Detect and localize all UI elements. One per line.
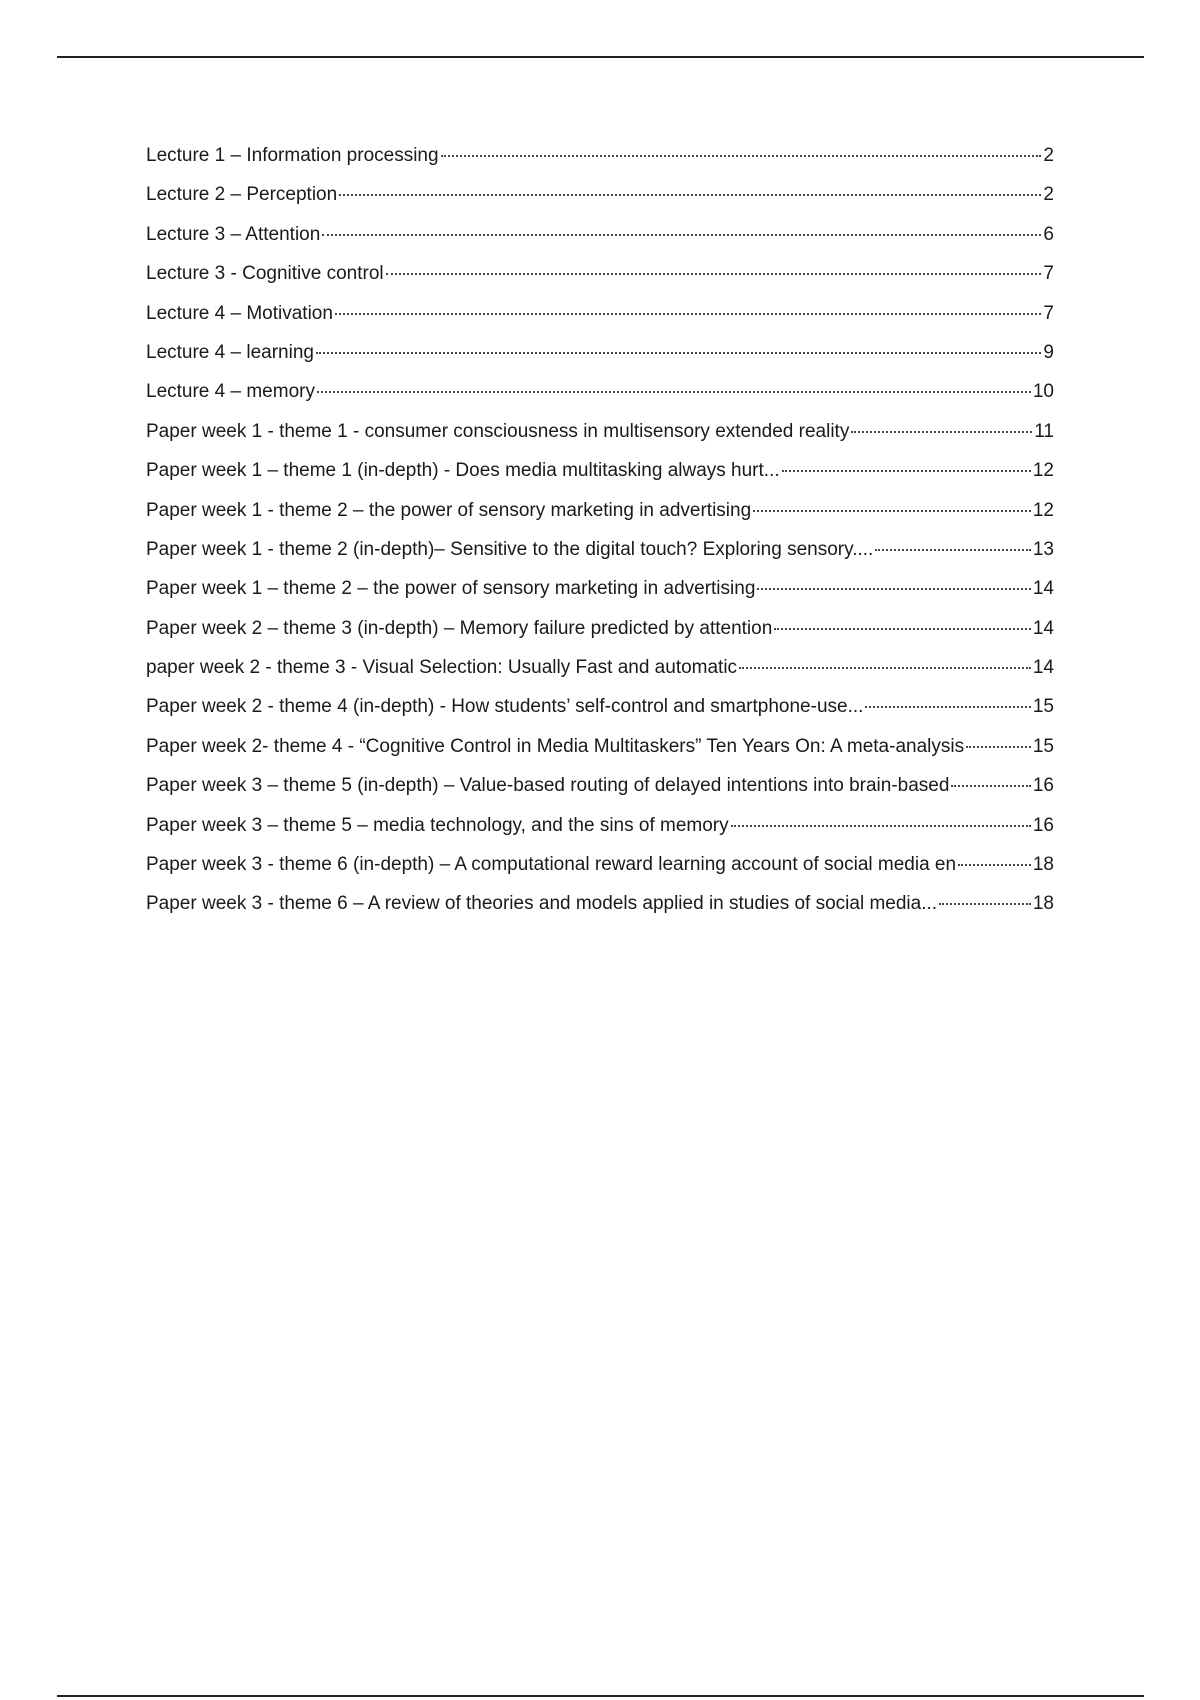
toc-entry-title: Lecture 4 – memory (146, 381, 315, 403)
toc-entry-title: Paper week 3 – theme 5 – media technology, and the sins of memory (146, 814, 729, 836)
toc-dot-leader (335, 313, 1041, 315)
toc-entry[interactable] (146, 500, 1054, 539)
toc-dot-leader (316, 352, 1041, 354)
header-rule (57, 56, 1144, 58)
toc-entry-page: 10 (1032, 381, 1054, 403)
toc-entry[interactable] (146, 145, 1054, 184)
toc-entry[interactable] (146, 303, 1054, 342)
toc-dot-leader (951, 785, 1030, 787)
toc-entry-page: 15 (1032, 696, 1054, 718)
toc-entry-title: Paper week 2 – theme 3 (in-depth) – Memory failure predicted by attention (146, 617, 773, 639)
toc-dot-leader (958, 864, 1031, 866)
toc-dot-leader (339, 194, 1041, 196)
toc-entry-page: 7 (1043, 302, 1054, 324)
table-of-contents (146, 145, 1054, 933)
toc-entry-page: 2 (1043, 145, 1054, 166)
toc-entry-page: 16 (1032, 814, 1054, 836)
toc-entry-title: Lecture 4 – Motivation (146, 302, 333, 324)
toc-entry[interactable] (146, 578, 1054, 617)
toc-entry-page: 14 (1032, 578, 1054, 600)
toc-entry-page: 13 (1032, 538, 1054, 560)
toc-dot-leader (322, 234, 1041, 236)
toc-entry[interactable] (146, 224, 1054, 263)
toc-entry-page: 12 (1032, 460, 1054, 482)
toc-dot-leader (731, 825, 1031, 827)
toc-entry[interactable] (146, 618, 1054, 657)
toc-entry[interactable] (146, 815, 1054, 854)
toc-entry-title: paper week 2 - theme 3 - Visual Selection: Usually Fast and automatic (146, 657, 738, 679)
toc-entry[interactable] (146, 854, 1054, 893)
toc-entry-page: 14 (1032, 617, 1054, 639)
toc-entry-page: 18 (1032, 854, 1054, 876)
toc-entry-page: 7 (1043, 263, 1054, 285)
toc-entry[interactable] (146, 184, 1054, 223)
toc-dot-leader (851, 431, 1032, 433)
toc-entry-page: 2 (1043, 184, 1054, 206)
toc-dot-leader (386, 273, 1042, 275)
toc-entry[interactable] (146, 421, 1054, 460)
toc-entry[interactable] (146, 657, 1054, 696)
toc-entry[interactable] (146, 539, 1054, 578)
toc-dot-leader (317, 391, 1031, 393)
toc-dot-leader (753, 510, 1031, 512)
toc-entry-title: Paper week 1 – theme 1 (in-depth) - Does media multitasking always hurt... (146, 460, 780, 482)
toc-dot-leader (774, 628, 1031, 630)
toc-entry-title: Lecture 3 – Attention (146, 223, 321, 245)
toc-entry-title: Lecture 3 - Cognitive control (146, 263, 384, 285)
toc-entry-title: Paper week 1 – theme 2 – the power of sensory marketing in advertising (146, 578, 756, 600)
toc-entry-title: Lecture 4 – learning (146, 341, 314, 363)
toc-entry-page: 12 (1032, 499, 1054, 521)
toc-entry-page: 15 (1032, 735, 1054, 757)
toc-entry-title: Paper week 1 - theme 2 (in-depth)– Sensitive to the digital touch? Exploring sensory.... (146, 538, 874, 560)
toc-entry-page: 14 (1032, 657, 1054, 679)
toc-entry[interactable] (146, 775, 1054, 814)
toc-dot-leader (875, 549, 1031, 551)
toc-entry-page: 16 (1032, 775, 1054, 797)
toc-entry-title: Paper week 3 – theme 5 (in-depth) – Value-based routing of delayed intentions into brain-based (146, 775, 950, 797)
toc-entry[interactable] (146, 893, 1054, 932)
toc-entry-title: Paper week 3 - theme 6 – A review of theories and models applied in studies of social media... (146, 893, 938, 915)
toc-entry-title: Paper week 1 - theme 2 – the power of sensory marketing in advertising (146, 499, 752, 521)
toc-entry[interactable] (146, 263, 1054, 302)
toc-entry-title: Paper week 3 - theme 6 (in-depth) – A computational reward learning account of social media en (146, 854, 957, 876)
toc-entry-title: Paper week 2 - theme 4 (in-depth) - How students’ self-control and smartphone-use... (146, 696, 864, 718)
toc-entry-title: Paper week 2- theme 4 - “Cognitive Control in Media Multitaskers” Ten Years On: A meta-analysis (146, 735, 965, 757)
toc-entry-page: 6 (1043, 223, 1054, 245)
toc-entry[interactable] (146, 696, 1054, 735)
toc-entry-page: 18 (1032, 893, 1054, 915)
toc-entry-title: Lecture 2 – Perception (146, 184, 338, 206)
toc-dot-leader (739, 667, 1031, 669)
toc-entry[interactable] (146, 736, 1054, 775)
toc-dot-leader (757, 588, 1030, 590)
toc-entry[interactable] (146, 381, 1054, 420)
toc-entry-title: Paper week 1 - theme 1 - consumer consciousness in multisensory extended reality (146, 420, 850, 442)
toc-dot-leader (441, 155, 1042, 157)
toc-dot-leader (939, 903, 1031, 905)
toc-dot-leader (782, 470, 1031, 472)
toc-dot-leader (966, 746, 1031, 748)
toc-dot-leader (865, 706, 1030, 708)
footer-rule (57, 1695, 1144, 1697)
toc-entry-page: 11 (1034, 420, 1054, 442)
toc-entry[interactable] (146, 460, 1054, 499)
toc-entry[interactable] (146, 342, 1054, 381)
toc-entry-title: Lecture 1 – Information processing (146, 145, 439, 166)
toc-entry-page: 9 (1043, 341, 1054, 363)
